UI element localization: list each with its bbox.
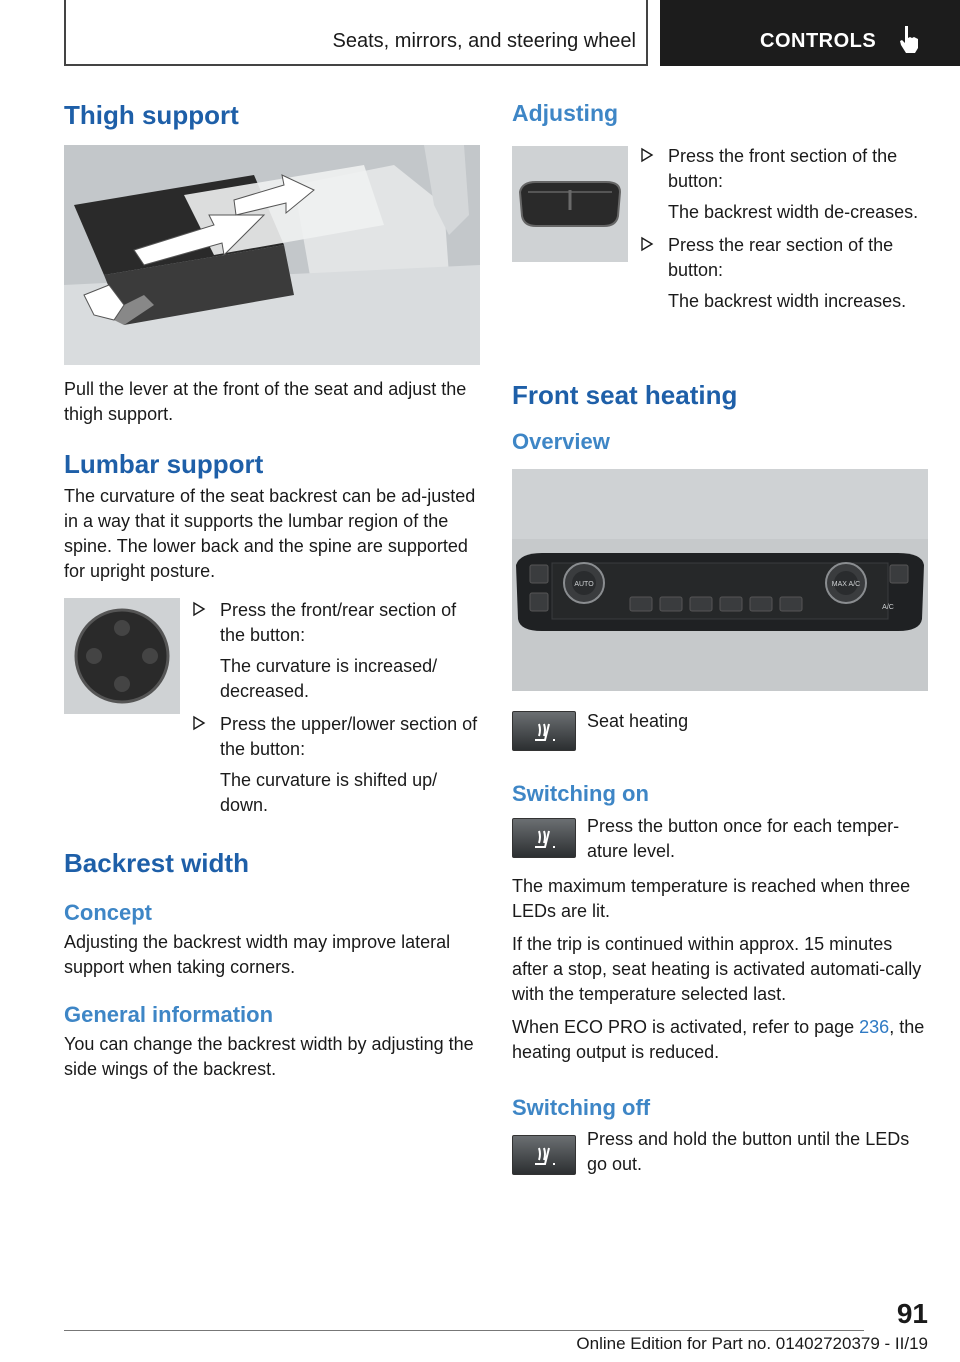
adjusting-section [512,144,928,344]
lumbar-support-heading: Lumbar support [64,449,264,480]
auto-label: AUTO [574,581,594,589]
switching-on-icon-text: Press the button once for each temper‐ature level. [587,815,900,861]
ac-label: A/C [882,604,894,612]
switching-off-heading: Switching off [512,1094,651,1120]
bullet-result: The curvature is shifted up/ down. [220,770,438,816]
right-column [512,100,928,1183]
seat-heating-legend [512,709,928,753]
hand-pointer-icon [896,24,922,54]
lumbar-bullet-list [190,598,480,818]
bullet-action: Press the upper/lower section of the button: [220,714,478,760]
edition-text: Online Edition for Part no. 01402720379 - II/19 [576,1334,928,1353]
eco-pro-text [512,1015,928,1065]
page-number: 91 [896,1298,928,1329]
header-right-border [646,0,648,66]
eco-pro-text-start: When ECO PRO is activated, refer to page [512,1016,860,1037]
front-seat-heating-heading: Front seat heating [512,379,738,410]
overview-heading: Overview [512,428,610,454]
triangle-bullet-icon [640,236,654,252]
max-ac-label: MAX A/C [831,581,861,589]
switching-off-row [512,1128,928,1183]
seat-heating-label: Seat heating [587,711,689,732]
adjusting-bullet-list [638,144,928,314]
general-info-text: You can change the backrest width by adjusting the side wings of the backrest. [64,1034,474,1080]
bullet-action: Press the front/rear section of the button: [220,600,457,646]
switching-on-row [512,815,928,870]
header-left-border [64,0,66,66]
backrest-width-heading: Backrest width [64,848,249,879]
bullet-result: The backrest width de‐creases. [668,201,919,222]
list-item [638,233,928,314]
climate-panel-illustration [512,469,928,691]
bullet-action: Press the rear section of the button: [668,234,894,280]
bullet-action: Press the front section of the button: [668,145,898,191]
concept-text: Adjusting the backrest width may improve lateral support when taking corners. [64,931,451,977]
thigh-support-heading: Thigh support [64,100,239,130]
list-item [190,712,480,818]
triangle-bullet-icon [192,601,206,617]
chapter-label: CONTROLS [760,30,877,52]
seat-heating-icon [512,1135,576,1175]
footer-rule [64,1330,864,1331]
bullet-result: The curvature is increased/ decreased. [220,656,438,702]
lumbar-section [64,598,480,828]
thigh-support-text: Pull the lever at the front of the seat and adjust the thigh support. [64,379,467,425]
switching-off-text: Press and hold the button until the LEDs go out. [587,1128,910,1174]
lumbar-support-text: The curvature of the seat backrest can be ad‐justed in a way that it supports the lumbar region of the spine. The lower back and the spine are supported for upright posture. [64,486,476,582]
concept-heading: Concept [64,899,152,925]
backrest-button-illustration [512,146,628,262]
seat-illustration [64,145,480,365]
page-reference-link[interactable]: 236 [859,1016,890,1037]
triangle-bullet-icon [192,715,206,731]
general-info-heading: General information [64,1001,274,1027]
seat-heating-icon [512,711,576,751]
backrest-button-image [512,146,628,262]
left-column [64,100,480,1082]
lumbar-button-illustration [64,598,180,714]
chapter-tab [660,0,960,66]
adjusting-heading: Adjusting [512,100,619,126]
climate-panel-image [512,469,928,691]
switching-on-heading: Switching on [512,781,649,807]
eco-pro-text-end: , the heating output is reduced. [512,1016,925,1062]
triangle-bullet-icon [640,147,654,163]
switching-on-text-1: The maximum temperature is reached when three LEDs are lit. [512,875,911,921]
header-section-title: Seats, mirrors, and steering wheel [332,30,636,52]
thigh-support-image [64,145,480,365]
header-rule [64,64,648,66]
list-item [638,144,928,225]
lumbar-button-image [64,598,180,714]
switching-on-text-2: If the trip is continued within approx. 15 minutes after a stop, seat heating is activated automati‐cally with the temperature selected last. [512,933,922,1004]
bullet-result: The backrest width increases. [668,290,907,311]
seat-heating-icon [512,818,576,858]
list-item [190,598,480,704]
